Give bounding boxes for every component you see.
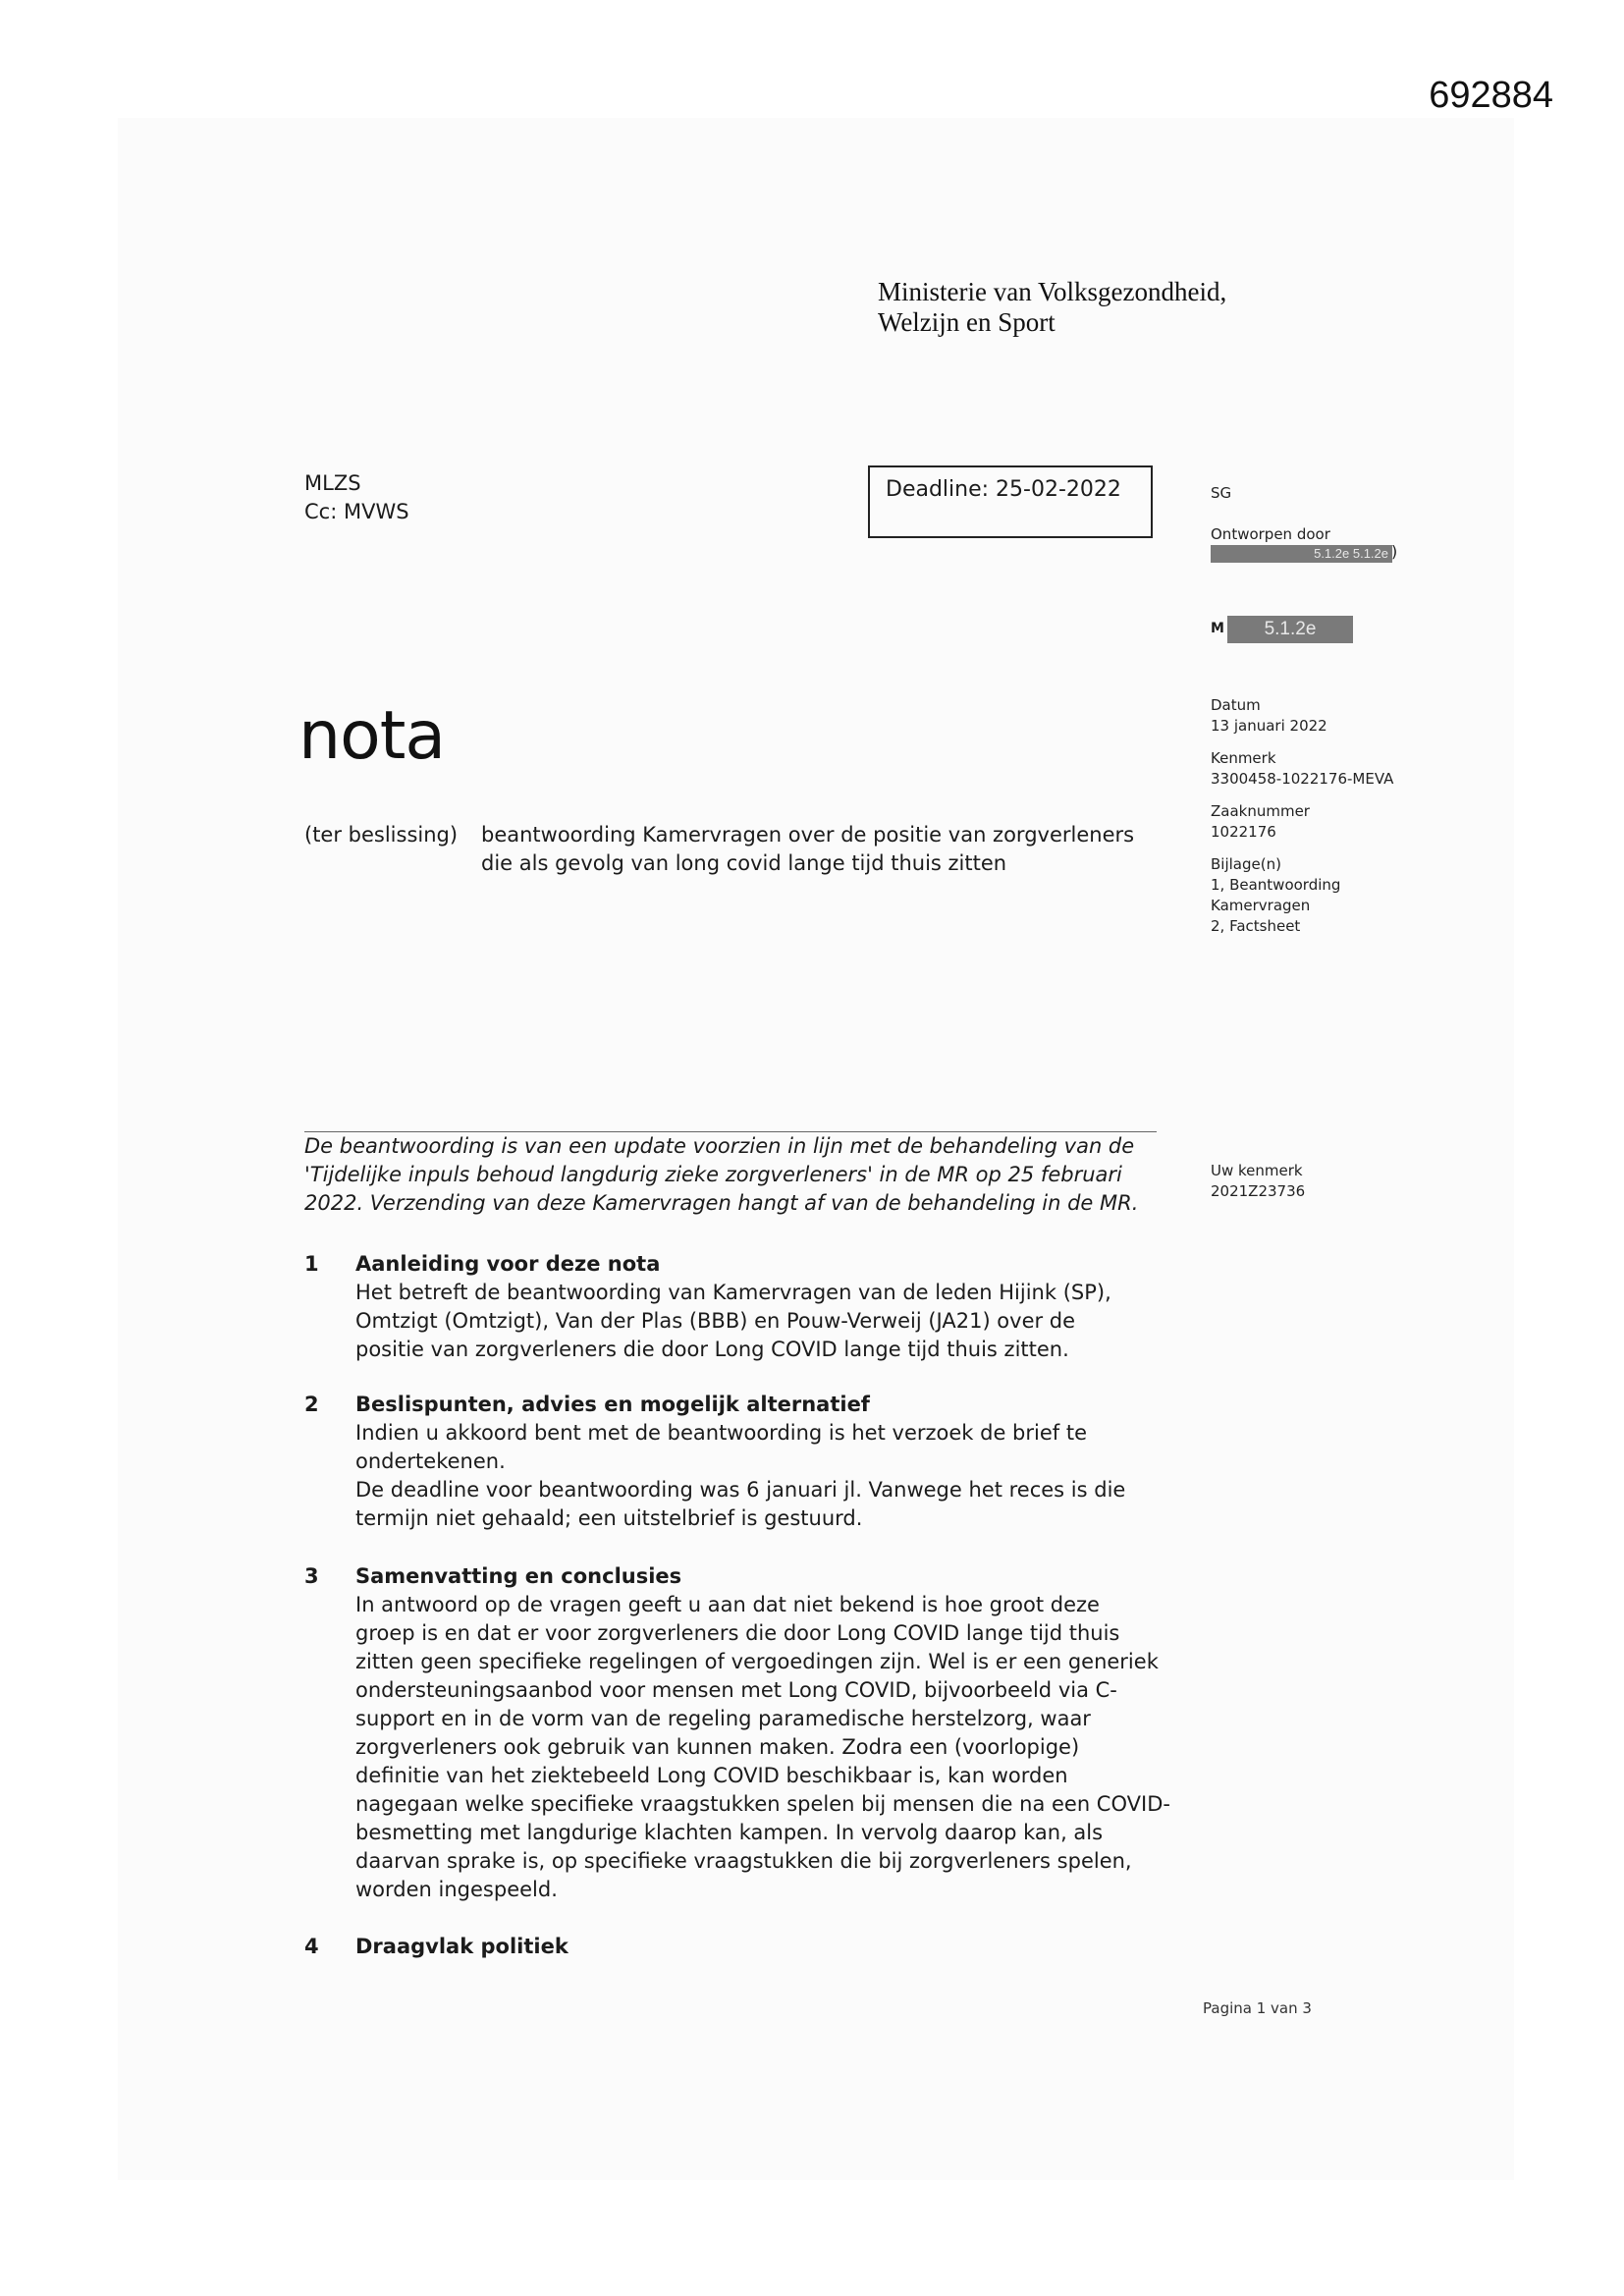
section-body xyxy=(355,1933,1219,1961)
redaction-bar: 5.1.2e xyxy=(1227,616,1353,643)
zaaknummer-value: 1022176 xyxy=(1211,823,1276,841)
datum-value: 13 januari 2022 xyxy=(1211,717,1327,735)
ministry-line-1: Ministerie van Volksgezondheid, xyxy=(878,277,1227,306)
bijlage-line: 1, Beantwoording xyxy=(1211,876,1341,894)
bijlage-line: Kamervragen xyxy=(1211,897,1311,914)
section-line: In antwoord op de vragen geeft u aan dat niet bekend is hoe groot deze xyxy=(355,1593,1100,1616)
section-body xyxy=(355,1562,1219,1904)
section-line: support en in de vorm van de regeling paramedische herstelzorg, waar xyxy=(355,1707,1091,1730)
bijlagen-label: Bijlage(n) xyxy=(1211,855,1281,873)
section-line: definitie van het ziektebeeld Long COVID beschikbaar is, kan worden xyxy=(355,1764,1068,1787)
section-line: groep is en dat er voor zorgverleners die door Long COVID lange tijd thuis xyxy=(355,1621,1120,1645)
section-heading: Aanleiding voor deze nota xyxy=(355,1252,661,1276)
bijlage-line: 2, Factsheet xyxy=(1211,917,1301,935)
section-number: 3 xyxy=(304,1564,319,1588)
m-label: M xyxy=(1211,621,1224,636)
deadline-box: Deadline: 25-02-2022 xyxy=(868,465,1153,538)
addressee-to: MLZS xyxy=(304,471,361,495)
zaaknummer-label: Zaaknummer xyxy=(1211,802,1310,820)
section-line: Omtzigt (Omtzigt), Van der Plas (BBB) en Pouw-Verweij (JA21) over de xyxy=(355,1309,1076,1333)
redaction-bar: 5.1.2e 5.1.2e xyxy=(1211,545,1392,563)
section-line: nagegaan welke specifieke vraagstukken spelen bij mensen die na een COVID- xyxy=(355,1792,1170,1816)
section-line: termijn niet gehaald; een uitstelbrief is gestuurd. xyxy=(355,1506,863,1530)
section-heading: Draagvlak politiek xyxy=(355,1935,568,1958)
sg-label: SG xyxy=(1211,484,1232,502)
intro-note xyxy=(304,1132,1188,1218)
uw-kenmerk-value: 2021Z23736 xyxy=(1211,1182,1306,1200)
section-line: positie van zorgverleners die door Long COVID lange tijd thuis zitten. xyxy=(355,1338,1069,1361)
ministry-logo-text xyxy=(878,277,1226,338)
datum-label: Datum xyxy=(1211,696,1261,714)
section-line: De deadline voor beantwoording was 6 januari jl. Vanwege het reces is die xyxy=(355,1478,1126,1502)
ontworpen-door-label: Ontworpen door xyxy=(1211,525,1330,543)
section-line: besmetting met langdurige klachten kampen. In vervolg daarop kan, als xyxy=(355,1821,1104,1844)
addressee-cc: Cc: MVWS xyxy=(304,500,409,523)
ministry-line-2: Welzijn en Sport xyxy=(878,307,1056,337)
document-title: nota xyxy=(298,697,446,775)
section-line: ondersteuningsaanbod voor mensen met Long COVID, bijvoorbeeld via C- xyxy=(355,1678,1117,1702)
section-number: 1 xyxy=(304,1252,319,1276)
section-line: daarvan sprake is, op specifieke vraagstukken die bij zorgverleners spelen, xyxy=(355,1849,1132,1873)
uw-kenmerk-label: Uw kenmerk xyxy=(1211,1162,1303,1179)
addressee-block xyxy=(304,469,409,526)
subject-line: die als gevolg van long covid lange tijd thuis zitten xyxy=(481,851,1007,875)
section-heading: Samenvatting en conclusies xyxy=(355,1564,682,1588)
section-line: Het betreft de beantwoording van Kamervragen van de leden Hijink (SP), xyxy=(355,1281,1111,1304)
section-body xyxy=(355,1391,1219,1533)
intro-line: De beantwoording is van een update voorzien in lijn met de behandeling van de xyxy=(304,1134,1135,1158)
kenmerk-label: Kenmerk xyxy=(1211,749,1276,767)
section-line: Indien u akkoord bent met de beantwoording is het verzoek de brief te xyxy=(355,1421,1087,1445)
subject-label: (ter beslissing) xyxy=(304,823,459,847)
intro-line: 'Tijdelijke inpuls behoud langdurig zieke zorgverleners' in de MR op 25 februari xyxy=(304,1163,1122,1186)
section-body xyxy=(355,1250,1219,1364)
section-line: zitten geen specifieke regelingen of vergoedingen zijn. Wel is er een generiek xyxy=(355,1650,1159,1673)
page-footer: Pagina 1 van 3 xyxy=(1203,1999,1312,2017)
redaction-bracket: ) xyxy=(1391,542,1398,561)
section-heading: Beslispunten, advies en mogelijk alternatief xyxy=(355,1393,870,1416)
subject-line: beantwoording Kamervragen over de positie van zorgverleners xyxy=(481,823,1135,847)
kenmerk-value: 3300458-1022176-MEVA xyxy=(1211,770,1394,788)
document-number: 692884 xyxy=(1429,75,1553,116)
section-line: zorgverleners ook gebruik van kunnen maken. Zodra een (voorlopige) xyxy=(355,1735,1080,1759)
intro-line: 2022. Verzending van deze Kamervragen hangt af van de behandeling in de MR. xyxy=(304,1191,1139,1215)
subject-text xyxy=(481,821,1188,878)
section-number: 4 xyxy=(304,1935,319,1958)
section-number: 2 xyxy=(304,1393,319,1416)
section-line: worden ingespeeld. xyxy=(355,1878,558,1901)
section-line: ondertekenen. xyxy=(355,1449,506,1473)
